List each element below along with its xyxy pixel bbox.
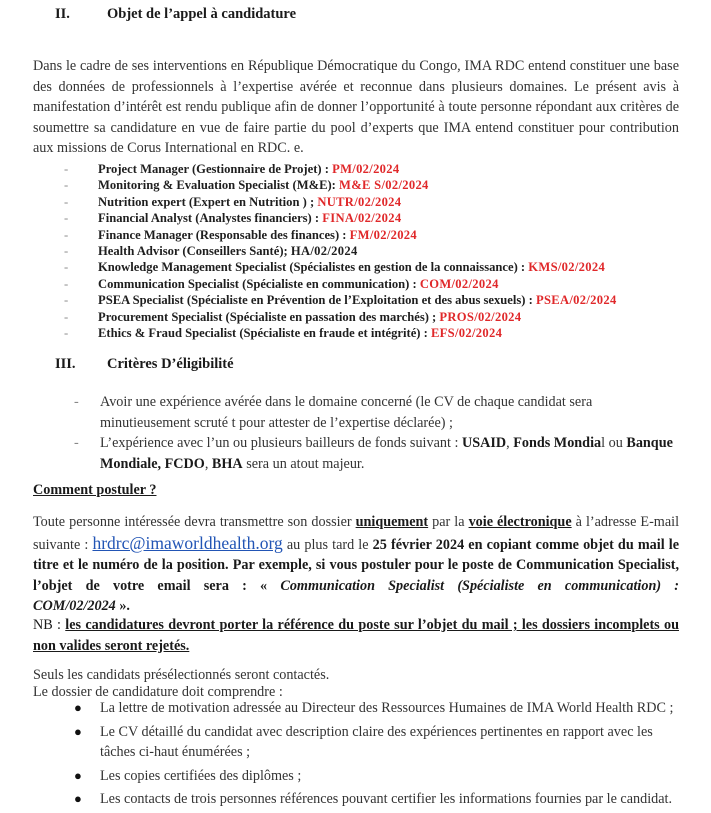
position-title: Procurement Specialist (Spécialiste en passation des marchés) ; (98, 309, 440, 324)
dash-marker: - (64, 276, 69, 291)
position-code: PROS/02/2024 (439, 309, 522, 324)
apply-bold-text: titre et le numéro de la position. Par exemple, si vous postuler pour le poste de Communication Specialist, (33, 557, 679, 573)
position-code: NUTR/02/2024 (317, 194, 402, 209)
position-item (64, 292, 617, 308)
position-code: FINA/02/2024 (322, 211, 402, 226)
document-item (74, 789, 680, 810)
criteria-text: Avoir une expérience avérée dans le domaine concerné (le CV de chaque candidat sera minutieusement scruté t pour attester de l’expertise déclarée) ; (100, 394, 593, 431)
dash-marker: - (64, 211, 69, 226)
position-item (64, 210, 617, 226)
position-item (64, 227, 617, 243)
section-2-heading (55, 6, 296, 23)
position-title: Ethics & Fraud Specialist (Spécialiste en fraude et intégrité) : (98, 325, 431, 340)
intro-paragraph (33, 56, 679, 159)
document-text: La lettre de motivation adressée au Directeur des Ressources Humaines de IMA World Health RDC ; (100, 700, 674, 716)
apply-text: par la (428, 514, 469, 530)
section-3-heading (55, 356, 234, 373)
intro-line: des données de professionnels à l’expertise avérée et reconnue dans plusieurs domaines. Le présent avis à (33, 78, 679, 95)
dossier-intro: Le dossier de candidature doit comprendre : (33, 684, 283, 700)
position-item (64, 325, 617, 341)
position-title: Finance Manager (Responsable des finances) : (98, 227, 350, 242)
apply-line-3 (33, 555, 679, 576)
position-code: FM/02/2024 (349, 227, 417, 242)
donor-bha: BHA (211, 455, 243, 472)
document-item (74, 698, 680, 719)
section-2-title: Objet de l’appel à candidature (107, 6, 297, 22)
deadline-text: 25 février 2024 en copiant comme objet du mail le (372, 536, 679, 553)
dash-marker: - (64, 178, 69, 193)
section-3-number: III. (55, 356, 76, 372)
dash-marker: - (74, 435, 79, 451)
position-item (64, 177, 617, 193)
apply-text: Toute personne intéressée devra transmettre son dossier (33, 514, 356, 530)
position-code: HA/02/2024 (290, 243, 358, 258)
document-item (74, 722, 680, 763)
apply-line-2 (33, 533, 679, 556)
position-item (64, 161, 617, 177)
position-item (64, 194, 617, 210)
donor-banque-mondiale-fcdo: Banque Mondiale, FCDO (100, 435, 673, 472)
nb-line-1 (33, 615, 679, 636)
document-text: Les contacts de trois personnes références pouvant certifier les informations fournies par le candidat. (100, 791, 673, 807)
apply-line-4 (33, 576, 679, 597)
position-title: Project Manager (Gestionnaire de Projet) : (98, 162, 333, 176)
bullet-icon: ● (74, 723, 82, 739)
emphasis-voie-electronique: voie électronique (468, 514, 572, 530)
nb-text: les candidatures devront porter la référence du poste sur l’objet du mail ; les dossiers incomplets ou (65, 617, 679, 633)
example-subject: Communication Specialist (Spécialiste en communication) : (280, 577, 679, 594)
separator: , (506, 435, 514, 451)
apply-bold-text: ». (115, 598, 130, 614)
how-to-apply-heading: Comment postuler ? (33, 482, 157, 498)
intro-line: manifestation d’intérêt est rendu publique afin de donner l’opportunité à toute personne répondant aux critères de (33, 99, 679, 115)
dash-marker: - (64, 260, 69, 275)
criteria-suffix: sera un atout majeur. (242, 455, 365, 472)
position-title: Communication Specialist (Spécialiste en communication) : (98, 276, 420, 291)
criteria-item (74, 392, 680, 433)
position-item (64, 243, 617, 259)
apply-text: au plus tard le (282, 536, 373, 553)
position-code: PM/02/2024 (332, 162, 400, 176)
bullet-icon: ● (74, 767, 82, 783)
apply-bold-text: l’objet de votre email sera : « (33, 577, 281, 594)
emphasis-uniquement: uniquement (355, 514, 429, 530)
apply-text: suivante : (33, 536, 93, 553)
position-item (64, 276, 617, 292)
separator: , (204, 455, 212, 472)
dash-marker: - (64, 309, 69, 324)
dash-marker: - (64, 243, 69, 258)
intro-line: soumettre sa candidature en vue de faire partie du pool d’experts que IMA entend constituer pour contribution (33, 119, 679, 136)
apply-line-1 (33, 512, 679, 533)
required-documents-list (74, 698, 680, 813)
bullet-icon: ● (74, 791, 82, 806)
donor-usaid: USAID (461, 435, 507, 451)
shortlist-note: Seuls les candidats présélectionnés seront contactés. (33, 667, 330, 683)
apply-text: à l’adresse E-mail (571, 514, 680, 530)
apply-line-5 (33, 596, 679, 617)
section-3-title: Critères D’éligibilité (107, 356, 234, 372)
email-link[interactable]: hrdrc@imaworldhealth.org (92, 532, 283, 553)
criteria-prefix: L’expérience avec l’un ou plusieurs bailleurs de fonds suivant : (100, 435, 462, 451)
intro-line: aux missions de Corus International en RDC. e. (33, 140, 304, 156)
nb-label: NB : (33, 617, 66, 633)
position-code: COM/02/2024 (419, 276, 499, 291)
position-title: PSEA Specialist (Spécialiste en Prévention de l’Exploitation et des abus sexuels) : (98, 293, 536, 308)
bullet-icon: ● (74, 700, 82, 715)
positions-list (64, 161, 617, 341)
nb-text: non valides seront rejetés. (33, 637, 190, 654)
position-title: Knowledge Management Specialist (Spécialistes en gestion de la connaissance) : (98, 260, 529, 275)
position-title: Health Advisor (Conseillers Santé); (98, 243, 291, 258)
dash-marker: - (64, 325, 69, 340)
how-to-apply-paragraph (33, 512, 679, 617)
intro-line: Dans le cadre de ses interventions en République Démocratique du Congo, IMA RDC entend constituer une base (33, 58, 679, 74)
position-code: PSEA/02/2024 (535, 293, 617, 308)
dash-marker: - (64, 227, 69, 242)
position-code: KMS/02/2024 (528, 260, 606, 275)
position-title: Monitoring & Evaluation Specialist (M&E): (98, 178, 340, 193)
dash-marker: - (74, 394, 79, 410)
donor-fonds-mondial: Fonds Mondia (513, 435, 602, 451)
section-2-number: II. (55, 6, 70, 22)
dash-marker: - (64, 162, 69, 176)
example-code: COM/02/2024 (33, 598, 116, 614)
position-item (64, 259, 617, 275)
position-code: EFS/02/2024 (430, 325, 503, 340)
position-code: M&E S/02/2024 (339, 178, 429, 193)
dash-marker: - (64, 293, 69, 308)
nb-notice (33, 615, 679, 656)
position-item (64, 309, 617, 325)
document-text: Les copies certifiées des diplômes ; (100, 767, 302, 784)
position-title: Financial Analyst (Analystes financiers) : (98, 211, 323, 226)
nb-line-2 (33, 636, 679, 657)
position-title: Nutrition expert (Expert en Nutrition ) ; (98, 194, 318, 209)
dash-marker: - (64, 194, 69, 209)
document-text: Le CV détaillé du candidat avec description claire des expériences pertinentes en rapport avec les tâches ci-haut énumérées ; (100, 723, 653, 760)
criteria-item (74, 433, 680, 474)
separator: l ou (601, 435, 627, 451)
criteria-list (74, 392, 680, 474)
document-item (74, 766, 680, 787)
